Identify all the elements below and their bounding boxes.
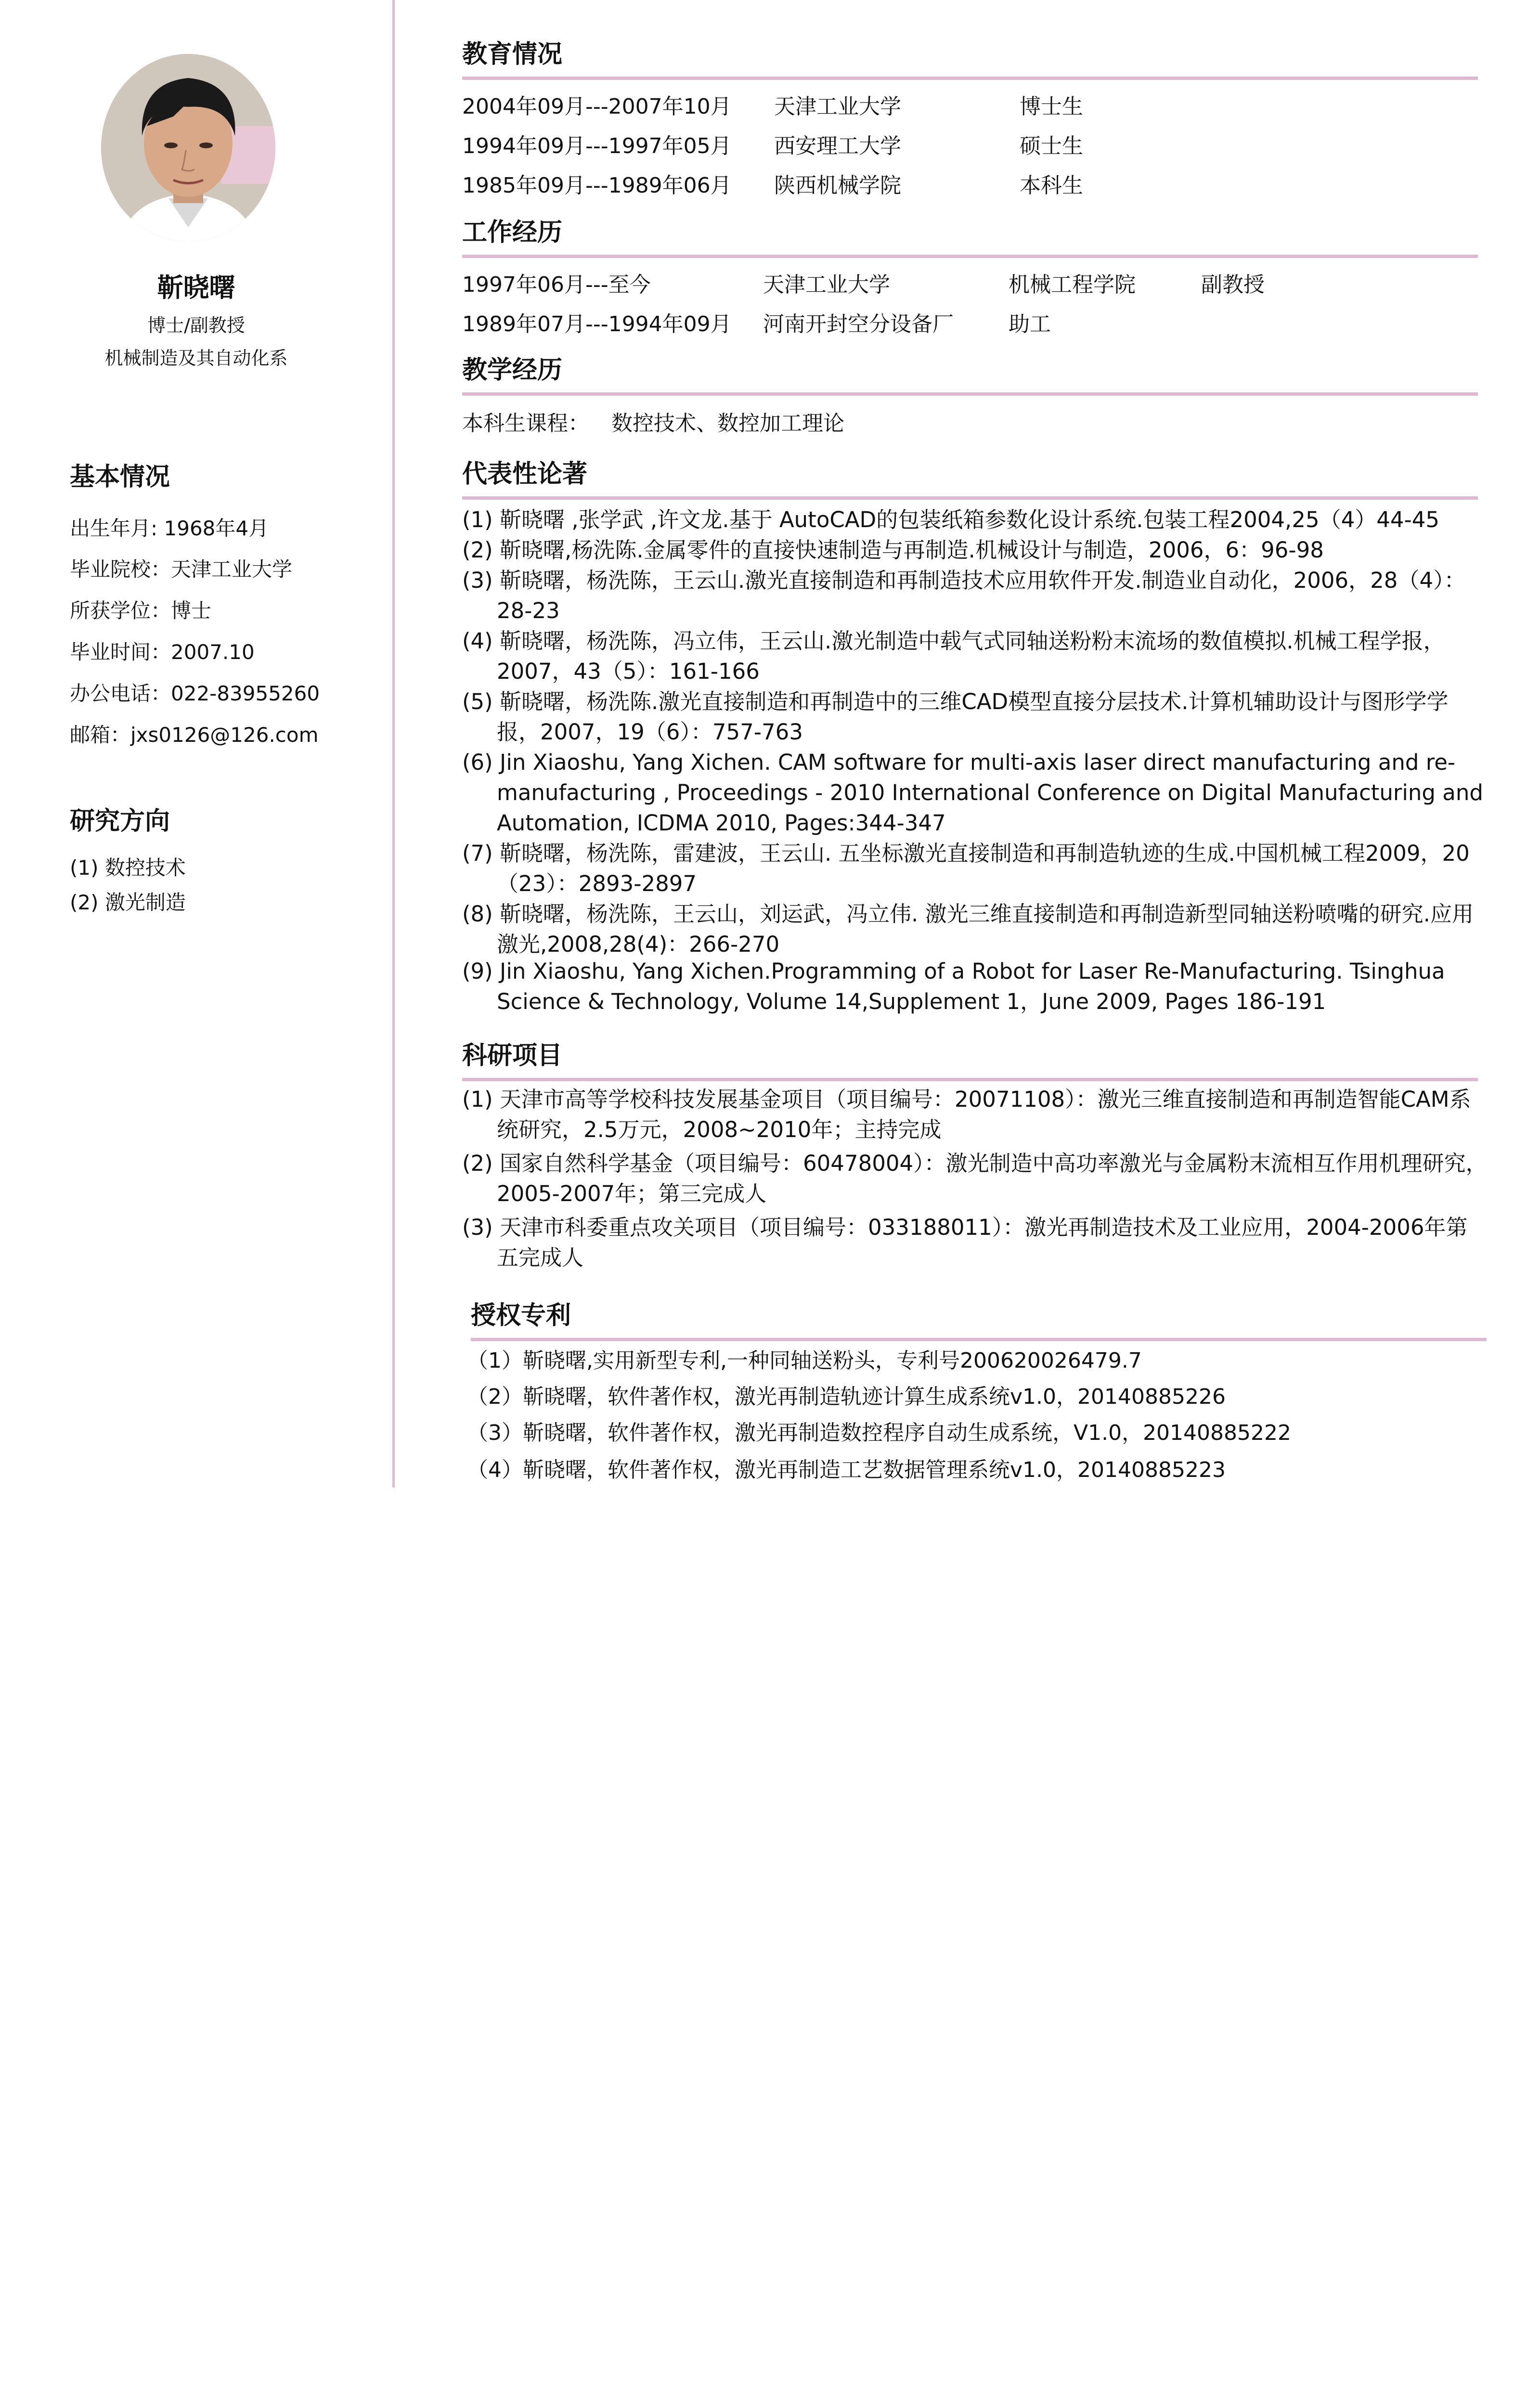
graduation-date: 毕业时间：2007.10 bbox=[70, 640, 255, 664]
work-unit: 机械工程学院 bbox=[1009, 272, 1136, 297]
portrait-image bbox=[101, 54, 275, 242]
work-organization: 天津工业大学 bbox=[763, 272, 890, 297]
education-heading: 教育情况 bbox=[462, 34, 1478, 80]
teaching-label: 本科生课程： bbox=[462, 411, 589, 436]
education-period: 1994年09月---1997年05月 bbox=[462, 134, 732, 158]
basic-info-heading: 基本情况 bbox=[70, 463, 170, 492]
work-unit: 助工 bbox=[1009, 312, 1051, 336]
paper-item: (2) 靳晓曙,杨洗陈.金属零件的直接快速制造与再制造.机械设计与制造，2006，6：96-98 bbox=[462, 537, 1324, 563]
work-period: 1989年07月---1994年09月 bbox=[462, 312, 732, 336]
paper-item: (8) 靳晓曙，杨洗陈，王云山，刘运武，冯立伟. 激光三维直接制造和再制造新型同轴送粉喷嘴的研究.应用激光,2008,28(4)：266-270 bbox=[462, 901, 1474, 957]
patent-item: （4）靳晓曙，软件著作权，激光再制造工艺数据管理系统v1.0，20140885223 bbox=[467, 1458, 1226, 1482]
work-organization: 河南开封空分设备厂 bbox=[763, 312, 954, 336]
education-degree: 硕士生 bbox=[1020, 134, 1083, 158]
patent-item: （2）靳晓曙，软件著作权，激光再制造轨迹计算生成系统v1.0，20140885226 bbox=[467, 1385, 1226, 1409]
profile-name: 靳晓曙 bbox=[157, 272, 235, 303]
profile-department: 机械制造及其自动化系 bbox=[104, 348, 288, 369]
degree-obtained: 所获学位：博士 bbox=[70, 599, 212, 622]
patent-item: （3）靳晓曙，软件著作权，激光再制造数控程序自动生成系统，V1.0，20140885222 bbox=[467, 1421, 1292, 1445]
graduate-school: 毕业院校：天津工业大学 bbox=[70, 557, 293, 581]
teaching-courses: 数控技术、数控加工理论 bbox=[611, 411, 844, 436]
research-item: (2) 激光制造 bbox=[70, 891, 186, 914]
education-period: 1985年09月---1989年06月 bbox=[462, 173, 732, 198]
teaching-heading: 教学经历 bbox=[462, 349, 1478, 396]
email: 邮箱：jxs0126@126.com bbox=[70, 723, 319, 747]
paper-item: (9) Jin Xiaoshu, Yang Xichen.Programming of a Robot for Laser Re-Manufacturing. Tsinghua Science & Technology, Volume 14,Supplement 1，June 2009, Pages 186-191 bbox=[462, 958, 1445, 1014]
papers-heading: 代表性论著 bbox=[462, 453, 1478, 500]
patents-heading: 授权专利 bbox=[471, 1295, 1487, 1341]
profile-photo bbox=[101, 54, 275, 242]
research-item: (1) 数控技术 bbox=[70, 856, 186, 880]
research-heading: 研究方向 bbox=[70, 807, 170, 836]
education-school: 陕西机械学院 bbox=[774, 173, 901, 198]
education-degree: 博士生 bbox=[1020, 94, 1083, 119]
education-degree: 本科生 bbox=[1020, 173, 1083, 198]
profile-degree-title: 博士/副教授 bbox=[147, 315, 245, 336]
birth-date: 出生年月: 1968年4月 bbox=[70, 517, 269, 540]
project-item: (2) 国家自然科学基金（项目编号：60478004）：激光制造中高功率激光与金属粉末流相互作用机理研究，2005-2007年；第三完成人 bbox=[462, 1151, 1488, 1206]
work-title: 副教授 bbox=[1201, 272, 1265, 297]
project-item: (3) 天津市科委重点攻关项目（项目编号：033188011）：激光再制造技术及工业应用，2004-2006年第五完成人 bbox=[462, 1215, 1468, 1270]
paper-item: (5) 靳晓曙，杨洗陈.激光直接制造和再制造中的三维CAD模型直接分层技术.计算机辅助设计与图形学学报，2007，19（6）：757-763 bbox=[462, 689, 1449, 745]
education-period: 2004年09月---2007年10月 bbox=[462, 94, 732, 119]
education-school: 西安理工大学 bbox=[774, 134, 901, 158]
paper-item: (6) Jin Xiaoshu, Yang Xichen. CAM software for multi-axis laser direct manufacturing and re-manufacturing , Proceedings - 2010 International Conference on Digital Manufacturing and Automation, ICDMA 2010, Pages:344-347 bbox=[462, 750, 1483, 836]
paper-item: (3) 靳晓曙，杨洗陈，王云山.激光直接制造和再制造技术应用软件开发.制造业自动化，2006，28（4）：28-23 bbox=[462, 568, 1466, 623]
work-period: 1997年06月---至今 bbox=[462, 272, 651, 297]
work-heading: 工作经历 bbox=[462, 212, 1478, 258]
office-phone: 办公电话：022-83955260 bbox=[70, 682, 320, 705]
paper-item: (7) 靳晓曙，杨洗陈，雷建波，王云山. 五坐标激光直接制造和再制造轨迹的生成.中国机械工程2009，20（23）：2893-2897 bbox=[462, 841, 1470, 896]
project-item: (1) 天津市高等学校科技发展基金项目（项目编号：20071108）：激光三维直接制造和再制造智能CAM系统研究，2.5万元，2008~2010年；主持完成 bbox=[462, 1087, 1471, 1142]
paper-item: (4) 靳晓曙，杨洗陈，冯立伟，王云山.激光制造中载气式同轴送粉粉末流场的数值模拟.机械工程学报，2007，43（5）：161-166 bbox=[462, 628, 1445, 684]
sidebar bbox=[0, 0, 395, 1488]
paper-item: (1) 靳晓曙 ,张学武 ,许文龙.基于 AutoCAD的包装纸箱参数化设计系统.包装工程2004,25（4）44-45 bbox=[462, 507, 1439, 532]
projects-heading: 科研项目 bbox=[462, 1035, 1478, 1081]
patent-item: （1）靳晓曙,实用新型专利,一种同轴送粉头，专利号200620026479.7 bbox=[467, 1348, 1142, 1373]
education-school: 天津工业大学 bbox=[774, 94, 901, 119]
